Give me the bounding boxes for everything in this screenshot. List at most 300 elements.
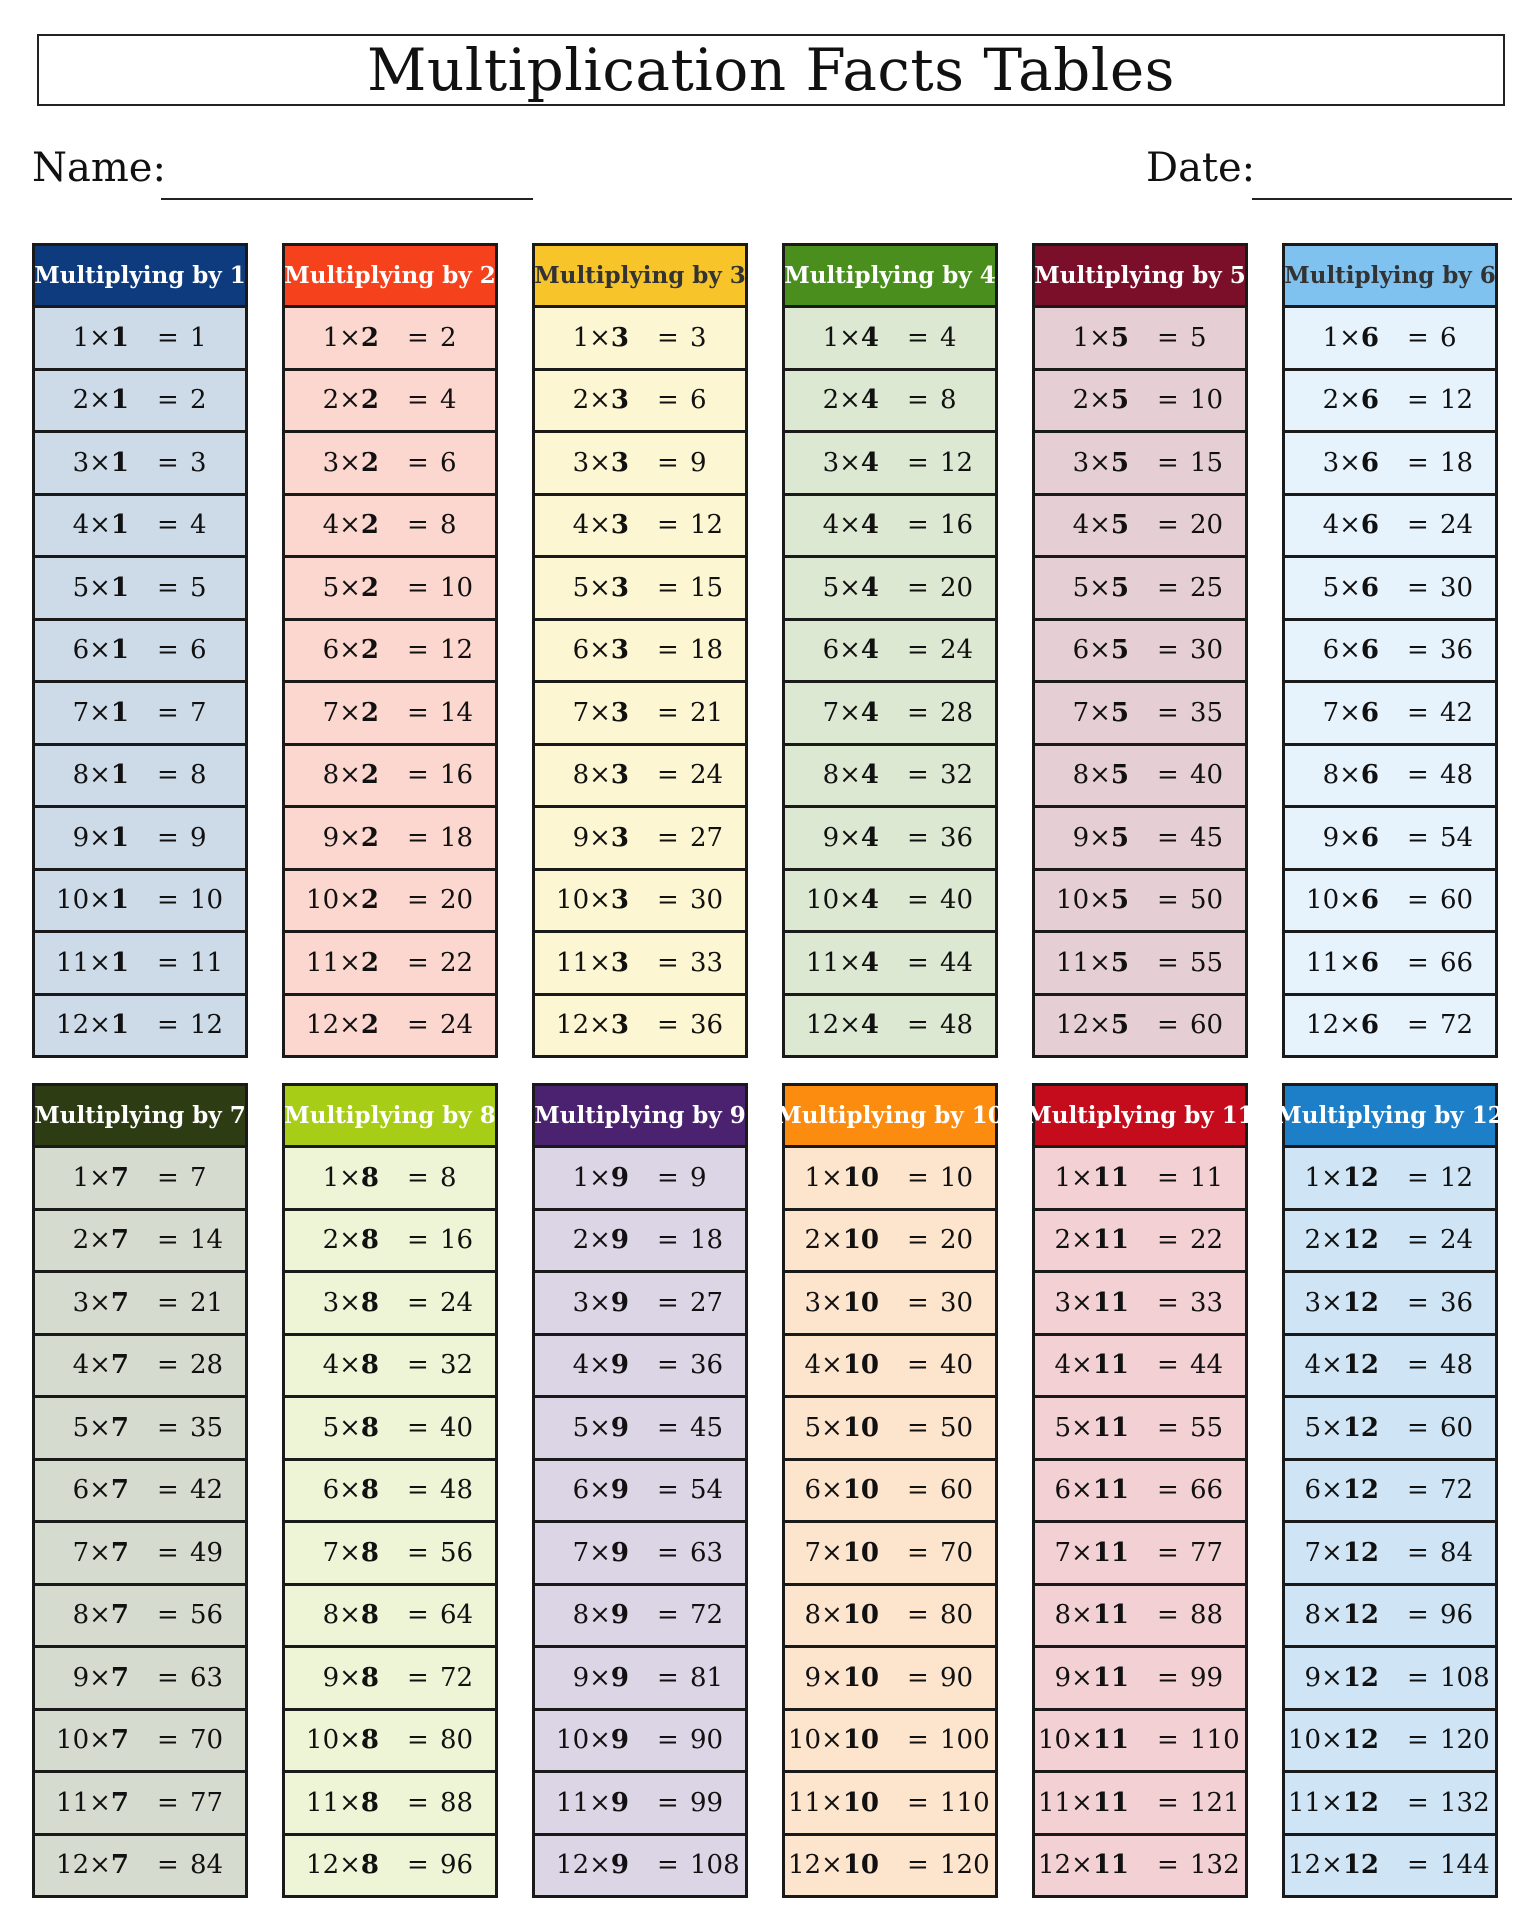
multiplication-expression: 4×11 bbox=[1054, 1350, 1129, 1381]
multiplication-expression: 10×6 bbox=[1306, 885, 1379, 916]
table-row bbox=[535, 1148, 745, 1208]
equals-sign: = bbox=[1157, 1662, 1179, 1693]
table-row bbox=[1285, 1648, 1495, 1708]
table-row bbox=[785, 621, 995, 681]
product-value: 24 bbox=[440, 1010, 474, 1041]
equals-sign: = bbox=[407, 1600, 429, 1631]
multiplication-expression: 2×2 bbox=[322, 385, 379, 416]
equals-sign: = bbox=[157, 697, 179, 728]
equals-sign: = bbox=[157, 1850, 179, 1881]
table-row bbox=[1285, 1148, 1495, 1208]
product-value: 63 bbox=[690, 1537, 724, 1568]
multiplication-expression: 5×2 bbox=[322, 572, 379, 603]
table-row bbox=[535, 308, 745, 368]
table-row bbox=[535, 621, 745, 681]
multiplication-expression: 6×9 bbox=[572, 1475, 629, 1506]
table-row bbox=[535, 1398, 745, 1458]
product-value: 56 bbox=[190, 1600, 224, 1631]
table-row bbox=[785, 808, 995, 868]
times-table-8 bbox=[282, 1083, 498, 1898]
equals-sign: = bbox=[157, 447, 179, 478]
table-row bbox=[1035, 1461, 1245, 1521]
multiplication-expression: 2×4 bbox=[822, 385, 879, 416]
multiplication-expression: 7×4 bbox=[822, 697, 879, 728]
equals-sign: = bbox=[407, 1537, 429, 1568]
table-header: Multiplying by 5 bbox=[1035, 246, 1245, 305]
product-value: 27 bbox=[690, 1287, 724, 1318]
equals-sign: = bbox=[657, 510, 679, 541]
table-row bbox=[35, 1836, 245, 1896]
equals-sign: = bbox=[1157, 1475, 1179, 1506]
equals-sign: = bbox=[657, 1600, 679, 1631]
equals-sign: = bbox=[157, 947, 179, 978]
product-value: 25 bbox=[1190, 572, 1224, 603]
table-row bbox=[285, 621, 495, 681]
table-row bbox=[285, 1148, 495, 1208]
times-table-12 bbox=[1276, 1083, 1504, 1898]
equals-sign: = bbox=[157, 760, 179, 791]
equals-sign: = bbox=[657, 1287, 679, 1318]
multiplication-expression: 8×8 bbox=[322, 1600, 379, 1631]
equals-sign: = bbox=[1157, 1162, 1179, 1193]
equals-sign: = bbox=[407, 760, 429, 791]
table-row bbox=[285, 1648, 495, 1708]
multiplication-expression: 12×12 bbox=[1287, 1850, 1379, 1881]
product-value: 7 bbox=[190, 697, 207, 728]
product-value: 1 bbox=[190, 322, 207, 353]
table-row bbox=[1035, 1773, 1245, 1833]
table-row bbox=[785, 1461, 995, 1521]
equals-sign: = bbox=[407, 1475, 429, 1506]
product-value: 14 bbox=[440, 697, 474, 728]
product-value: 30 bbox=[690, 885, 724, 916]
times-table-9 bbox=[532, 1083, 748, 1898]
product-value: 84 bbox=[1440, 1537, 1474, 1568]
equals-sign: = bbox=[907, 1725, 929, 1756]
product-value: 120 bbox=[1440, 1725, 1490, 1756]
table-row bbox=[1035, 371, 1245, 431]
table-row bbox=[535, 871, 745, 931]
equals-sign: = bbox=[907, 635, 929, 666]
equals-sign: = bbox=[1157, 447, 1179, 478]
multiplication-expression: 10×8 bbox=[306, 1725, 379, 1756]
table-row bbox=[1285, 808, 1495, 868]
table-row bbox=[285, 808, 495, 868]
multiplication-expression: 3×2 bbox=[322, 447, 379, 478]
equals-sign: = bbox=[657, 822, 679, 853]
product-value: 27 bbox=[690, 822, 724, 853]
table-row bbox=[285, 1586, 495, 1646]
product-value: 16 bbox=[440, 1225, 474, 1256]
table-row bbox=[1035, 1336, 1245, 1396]
table-row bbox=[535, 433, 745, 493]
product-value: 2 bbox=[440, 322, 457, 353]
equals-sign: = bbox=[657, 1412, 679, 1443]
equals-sign: = bbox=[1157, 1225, 1179, 1256]
table-row bbox=[1035, 1148, 1245, 1208]
product-value: 40 bbox=[940, 1350, 974, 1381]
equals-sign: = bbox=[657, 1225, 679, 1256]
table-row bbox=[1285, 1523, 1495, 1583]
product-value: 60 bbox=[1440, 885, 1474, 916]
equals-sign: = bbox=[157, 1287, 179, 1318]
product-value: 66 bbox=[1190, 1475, 1224, 1506]
product-value: 66 bbox=[1440, 947, 1474, 978]
table-row bbox=[785, 1648, 995, 1708]
multiplication-expression: 6×11 bbox=[1054, 1475, 1129, 1506]
product-value: 60 bbox=[1190, 1010, 1224, 1041]
product-value: 108 bbox=[1440, 1662, 1490, 1693]
multiplication-expression: 4×2 bbox=[322, 510, 379, 541]
equals-sign: = bbox=[407, 822, 429, 853]
multiplication-expression: 4×8 bbox=[322, 1350, 379, 1381]
product-value: 24 bbox=[1440, 1225, 1474, 1256]
multiplication-expression: 2×1 bbox=[72, 385, 129, 416]
equals-sign: = bbox=[407, 510, 429, 541]
multiplication-expression: 4×3 bbox=[572, 510, 629, 541]
multiplication-expression: 8×10 bbox=[804, 1600, 879, 1631]
multiplication-expression: 1×7 bbox=[72, 1162, 129, 1193]
product-value: 108 bbox=[690, 1850, 740, 1881]
table-row bbox=[1285, 558, 1495, 618]
equals-sign: = bbox=[157, 1537, 179, 1568]
equals-sign: = bbox=[1407, 1850, 1429, 1881]
equals-sign: = bbox=[1157, 1787, 1179, 1818]
product-value: 21 bbox=[190, 1287, 224, 1318]
multiplication-expression: 9×6 bbox=[1322, 822, 1379, 853]
equals-sign: = bbox=[1407, 1162, 1429, 1193]
product-value: 72 bbox=[1440, 1475, 1474, 1506]
product-value: 48 bbox=[940, 1010, 974, 1041]
equals-sign: = bbox=[157, 1010, 179, 1041]
equals-sign: = bbox=[407, 1662, 429, 1693]
table-row bbox=[1035, 871, 1245, 931]
table-row bbox=[285, 871, 495, 931]
table-row bbox=[535, 1648, 745, 1708]
multiplication-expression: 10×12 bbox=[1287, 1725, 1379, 1756]
table-row bbox=[285, 433, 495, 493]
equals-sign: = bbox=[157, 1787, 179, 1818]
multiplication-expression: 6×6 bbox=[1322, 635, 1379, 666]
table-row bbox=[1035, 933, 1245, 993]
equals-sign: = bbox=[907, 1010, 929, 1041]
product-value: 36 bbox=[1440, 1287, 1474, 1318]
equals-sign: = bbox=[407, 1350, 429, 1381]
product-value: 20 bbox=[940, 1225, 974, 1256]
multiplication-expression: 4×7 bbox=[72, 1350, 129, 1381]
equals-sign: = bbox=[1407, 1725, 1429, 1756]
product-value: 40 bbox=[1190, 760, 1224, 791]
table-row bbox=[35, 496, 245, 556]
multiplication-expression: 9×4 bbox=[822, 822, 879, 853]
product-value: 12 bbox=[690, 510, 724, 541]
multiplication-expression: 5×6 bbox=[1322, 572, 1379, 603]
table-row bbox=[1035, 1586, 1245, 1646]
table-row bbox=[1035, 1398, 1245, 1458]
table-header: Multiplying by 1 bbox=[35, 246, 245, 305]
multiplication-expression: 7×8 bbox=[322, 1537, 379, 1568]
equals-sign: = bbox=[907, 1537, 929, 1568]
product-value: 60 bbox=[940, 1475, 974, 1506]
equals-sign: = bbox=[157, 1475, 179, 1506]
multiplication-expression: 10×11 bbox=[1037, 1725, 1129, 1756]
table-row bbox=[535, 1211, 745, 1271]
product-value: 144 bbox=[1440, 1850, 1490, 1881]
table-row bbox=[1035, 996, 1245, 1056]
equals-sign: = bbox=[657, 1725, 679, 1756]
multiplication-expression: 3×1 bbox=[72, 447, 129, 478]
table-row bbox=[285, 933, 495, 993]
equals-sign: = bbox=[407, 1162, 429, 1193]
product-value: 33 bbox=[690, 947, 724, 978]
table-row bbox=[35, 1461, 245, 1521]
equals-sign: = bbox=[907, 1475, 929, 1506]
equals-sign: = bbox=[157, 510, 179, 541]
times-table-6 bbox=[1282, 243, 1498, 1058]
multiplication-expression: 5×11 bbox=[1054, 1412, 1129, 1443]
equals-sign: = bbox=[1407, 635, 1429, 666]
product-value: 99 bbox=[690, 1787, 724, 1818]
equals-sign: = bbox=[657, 635, 679, 666]
table-row bbox=[785, 1273, 995, 1333]
table-row bbox=[785, 746, 995, 806]
multiplication-expression: 8×9 bbox=[572, 1600, 629, 1631]
multiplication-expression: 11×6 bbox=[1306, 947, 1379, 978]
table-row bbox=[785, 996, 995, 1056]
multiplication-expression: 5×5 bbox=[1072, 572, 1129, 603]
multiplication-expression: 7×10 bbox=[804, 1537, 879, 1568]
equals-sign: = bbox=[907, 1350, 929, 1381]
table-row bbox=[785, 933, 995, 993]
product-value: 90 bbox=[690, 1725, 724, 1756]
multiplication-expression: 8×5 bbox=[1072, 760, 1129, 791]
table-row bbox=[35, 1398, 245, 1458]
table-row bbox=[35, 808, 245, 868]
product-value: 30 bbox=[1440, 572, 1474, 603]
equals-sign: = bbox=[907, 1412, 929, 1443]
product-value: 15 bbox=[690, 572, 724, 603]
multiplication-expression: 8×3 bbox=[572, 760, 629, 791]
table-header: Multiplying by 10 bbox=[785, 1086, 995, 1145]
table-row bbox=[1285, 1273, 1495, 1333]
table-row bbox=[285, 308, 495, 368]
equals-sign: = bbox=[1407, 447, 1429, 478]
product-value: 77 bbox=[190, 1787, 224, 1818]
multiplication-expression: 10×2 bbox=[306, 885, 379, 916]
equals-sign: = bbox=[1157, 1010, 1179, 1041]
product-value: 70 bbox=[190, 1725, 224, 1756]
multiplication-expression: 11×10 bbox=[787, 1787, 879, 1818]
product-value: 9 bbox=[190, 822, 207, 853]
equals-sign: = bbox=[657, 572, 679, 603]
product-value: 60 bbox=[1440, 1412, 1474, 1443]
multiplication-expression: 8×6 bbox=[1322, 760, 1379, 791]
product-value: 6 bbox=[1440, 322, 1457, 353]
equals-sign: = bbox=[907, 947, 929, 978]
product-value: 72 bbox=[690, 1600, 724, 1631]
table-row bbox=[35, 621, 245, 681]
equals-sign: = bbox=[157, 822, 179, 853]
table-row bbox=[1285, 433, 1495, 493]
page-title: Multiplication Facts Tables bbox=[37, 34, 1505, 106]
equals-sign: = bbox=[1407, 510, 1429, 541]
multiplication-expression: 9×5 bbox=[1072, 822, 1129, 853]
table-row bbox=[35, 746, 245, 806]
table-row bbox=[1285, 1211, 1495, 1271]
equals-sign: = bbox=[907, 1225, 929, 1256]
product-value: 8 bbox=[440, 1162, 457, 1193]
equals-sign: = bbox=[907, 822, 929, 853]
equals-sign: = bbox=[407, 635, 429, 666]
table-row bbox=[1035, 433, 1245, 493]
date-field[interactable] bbox=[1252, 198, 1512, 200]
multiplication-expression: 1×12 bbox=[1304, 1162, 1379, 1193]
table-row bbox=[285, 1211, 495, 1271]
product-value: 8 bbox=[940, 385, 957, 416]
product-value: 49 bbox=[190, 1537, 224, 1568]
table-row bbox=[1285, 871, 1495, 931]
multiplication-expression: 3×5 bbox=[1072, 447, 1129, 478]
equals-sign: = bbox=[1157, 385, 1179, 416]
table-row bbox=[785, 1773, 995, 1833]
multiplication-expression: 11×12 bbox=[1287, 1787, 1379, 1818]
product-value: 30 bbox=[1190, 635, 1224, 666]
equals-sign: = bbox=[157, 1350, 179, 1381]
equals-sign: = bbox=[907, 885, 929, 916]
product-value: 77 bbox=[1190, 1537, 1224, 1568]
table-row bbox=[285, 371, 495, 431]
table-row bbox=[535, 808, 745, 868]
product-value: 36 bbox=[690, 1350, 724, 1381]
equals-sign: = bbox=[657, 447, 679, 478]
equals-sign: = bbox=[907, 1600, 929, 1631]
table-row bbox=[1035, 621, 1245, 681]
table-row bbox=[35, 871, 245, 931]
equals-sign: = bbox=[1407, 385, 1429, 416]
equals-sign: = bbox=[657, 1350, 679, 1381]
name-field[interactable] bbox=[161, 198, 533, 200]
multiplication-expression: 9×2 bbox=[322, 822, 379, 853]
multiplication-expression: 1×1 bbox=[72, 322, 129, 353]
multiplication-expression: 6×12 bbox=[1304, 1475, 1379, 1506]
table-row bbox=[785, 433, 995, 493]
equals-sign: = bbox=[907, 1287, 929, 1318]
product-value: 18 bbox=[440, 822, 474, 853]
multiplication-expression: 6×1 bbox=[72, 635, 129, 666]
equals-sign: = bbox=[407, 1225, 429, 1256]
table-row bbox=[285, 1711, 495, 1771]
product-value: 96 bbox=[440, 1850, 474, 1881]
multiplication-expression: 10×3 bbox=[556, 885, 629, 916]
equals-sign: = bbox=[407, 447, 429, 478]
product-value: 20 bbox=[1190, 510, 1224, 541]
product-value: 18 bbox=[690, 1225, 724, 1256]
table-row bbox=[535, 1523, 745, 1583]
equals-sign: = bbox=[407, 322, 429, 353]
product-value: 32 bbox=[940, 760, 974, 791]
product-value: 35 bbox=[1190, 697, 1224, 728]
table-row bbox=[1285, 746, 1495, 806]
multiplication-expression: 11×7 bbox=[56, 1787, 129, 1818]
product-value: 8 bbox=[440, 510, 457, 541]
table-row bbox=[785, 496, 995, 556]
equals-sign: = bbox=[1157, 572, 1179, 603]
product-value: 7 bbox=[190, 1162, 207, 1193]
equals-sign: = bbox=[657, 1537, 679, 1568]
table-row bbox=[535, 996, 745, 1056]
equals-sign: = bbox=[1157, 510, 1179, 541]
equals-sign: = bbox=[657, 1475, 679, 1506]
equals-sign: = bbox=[657, 697, 679, 728]
table-row bbox=[785, 558, 995, 618]
equals-sign: = bbox=[407, 572, 429, 603]
table-row bbox=[1035, 746, 1245, 806]
equals-sign: = bbox=[657, 1662, 679, 1693]
table-header: Multiplying by 2 bbox=[285, 246, 495, 305]
table-row bbox=[535, 683, 745, 743]
table-header: Multiplying by 9 bbox=[535, 1086, 745, 1145]
table-row bbox=[785, 1523, 995, 1583]
table-row bbox=[285, 1523, 495, 1583]
multiplication-expression: 12×8 bbox=[306, 1850, 379, 1881]
table-row bbox=[1285, 371, 1495, 431]
equals-sign: = bbox=[907, 1662, 929, 1693]
equals-sign: = bbox=[157, 385, 179, 416]
table-row bbox=[1285, 1586, 1495, 1646]
multiplication-expression: 4×6 bbox=[1322, 510, 1379, 541]
table-row bbox=[35, 1648, 245, 1708]
equals-sign: = bbox=[157, 1662, 179, 1693]
multiplication-expression: 4×4 bbox=[822, 510, 879, 541]
product-value: 80 bbox=[440, 1725, 474, 1756]
multiplication-expression: 6×8 bbox=[322, 1475, 379, 1506]
table-row bbox=[1035, 496, 1245, 556]
multiplication-expression: 7×12 bbox=[1304, 1537, 1379, 1568]
product-value: 54 bbox=[1440, 822, 1474, 853]
product-value: 22 bbox=[440, 947, 474, 978]
equals-sign: = bbox=[657, 1010, 679, 1041]
product-value: 6 bbox=[690, 385, 707, 416]
equals-sign: = bbox=[1157, 1287, 1179, 1318]
equals-sign: = bbox=[657, 322, 679, 353]
table-row bbox=[535, 1461, 745, 1521]
multiplication-expression: 5×1 bbox=[72, 572, 129, 603]
table-header: Multiplying by 8 bbox=[285, 1086, 495, 1145]
product-value: 100 bbox=[940, 1725, 990, 1756]
product-value: 22 bbox=[1190, 1225, 1224, 1256]
multiplication-expression: 3×11 bbox=[1054, 1287, 1129, 1318]
product-value: 55 bbox=[1190, 947, 1224, 978]
table-header: Multiplying by 7 bbox=[35, 1086, 245, 1145]
product-value: 72 bbox=[440, 1662, 474, 1693]
multiplication-expression: 2×10 bbox=[804, 1225, 879, 1256]
multiplication-expression: 10×5 bbox=[1056, 885, 1129, 916]
table-header: Multiplying by 3 bbox=[535, 246, 745, 305]
table-row bbox=[1285, 933, 1495, 993]
multiplication-expression: 11×1 bbox=[56, 947, 129, 978]
table-row bbox=[285, 1336, 495, 1396]
table-row bbox=[35, 933, 245, 993]
table-row bbox=[285, 1461, 495, 1521]
times-table-11 bbox=[1026, 1083, 1254, 1898]
multiplication-expression: 5×3 bbox=[572, 572, 629, 603]
multiplication-expression: 4×9 bbox=[572, 1350, 629, 1381]
product-value: 50 bbox=[940, 1412, 974, 1443]
multiplication-expression: 10×1 bbox=[56, 885, 129, 916]
table-row bbox=[285, 683, 495, 743]
product-value: 90 bbox=[940, 1662, 974, 1693]
product-value: 36 bbox=[940, 822, 974, 853]
